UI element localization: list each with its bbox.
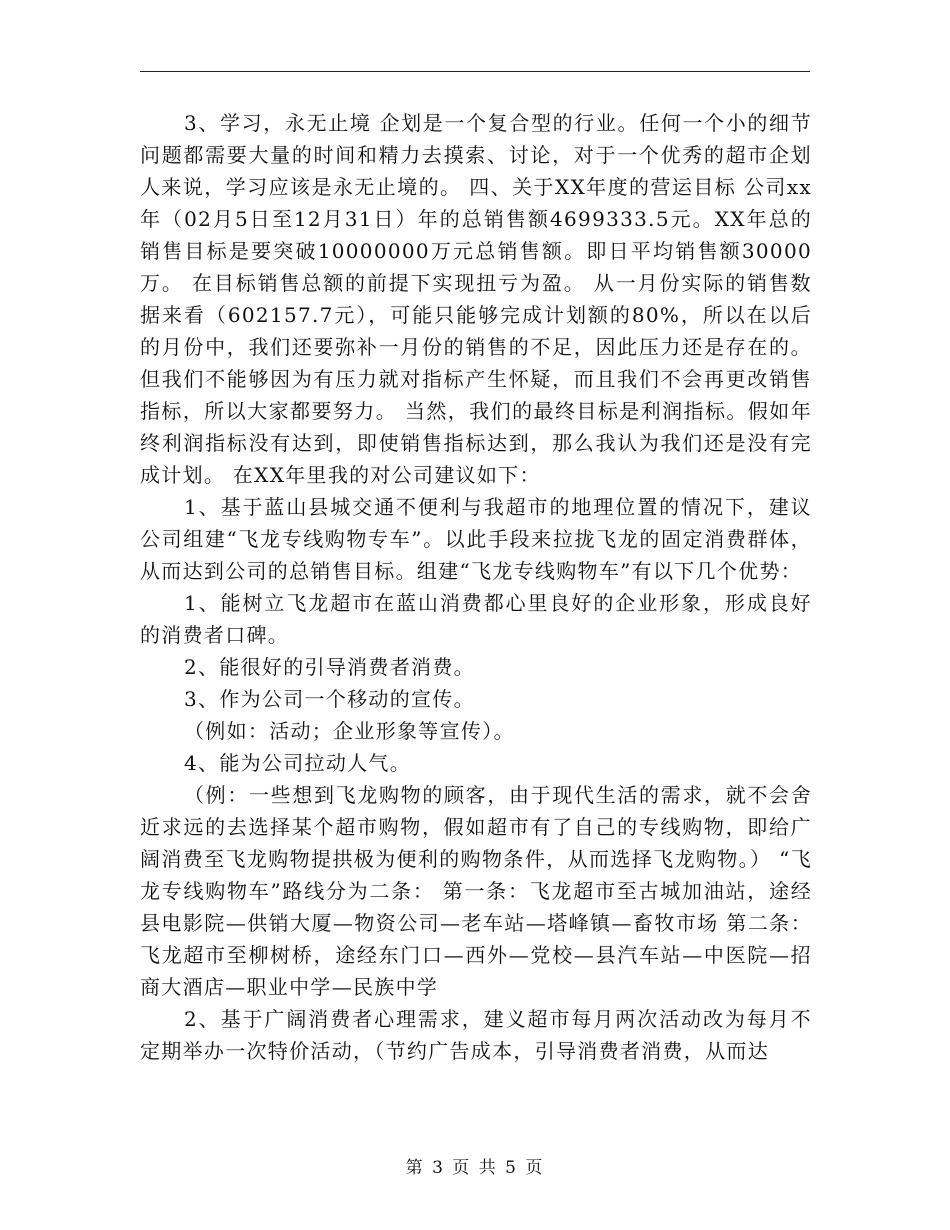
paragraph-routes: （例：一些想到飞龙购物的顾客，由于现代生活的需求，就不会舍近求远的去选择某个超市购物，假如超市有了自己的专线购物，即给广阔消费至飞龙购物提拱极为便利的购物条件，从而选择飞龙购物。） “飞龙专线购物车”路线分为二条： 第一条：飞龙超市至古城加油站，途经县电影院—供销大厦—物资公司—老车站—塔峰镇—畜牧市场 第二条：飞龙超市至柳树桥，途经东门口—西外—党校—县汽车站—中医院—招商大酒店—职业中学—民族中学: [140, 783, 812, 999]
paragraph-promotion-proposal: 2、基于广阔消费者心理需求，建义超市每月两次活动改为每月不定期举办一次特价活动，（节约广告成本，引导消费者消费，从而达: [140, 1007, 812, 1063]
paragraph-study-and-targets: 3、学习，永无止境 企划是一个复合型的行业。任何一个小的细节问题都需要大量的时间和精力去摸索、讨论，对于一个优秀的超市企划人来说，学习应该是永无止境的。 四、关于XX年度的营运目标 公司xx年（02月5日至12月31日）年的总销售额4699333.5元。XX年总的销售目标是要突破10000000万元总销售额。即日平均销售额30000万。 在目标销售总额的前提下实现扭亏为盈。 从一月份实际的销售数据来看（602157.7元），可能只能够完成计划额的80%，所以在以后的月份中，我们还要弥补一月份的销售的不足，因此压力还是存在的。但我们不能够因为有压力就对指标产生怀疑，而且我们不会再更改销售指标，所以大家都要努力。 当然，我们的最终目标是利润指标。假如年终利润指标没有达到，即使销售指标达到，那么我认为我们还是没有完成计划。 在XX年里我的对公司建议如下：: [140, 111, 812, 487]
paragraph-advantage-2: 2、能很好的引导消费者消费。: [184, 655, 475, 679]
paragraph-advantage-3-example: （例如：活动；企业形象等宣传）。: [184, 719, 515, 743]
page-number: 第 3 页 共 5 页: [405, 1158, 545, 1178]
paragraph-shuttle-proposal: 1、基于蓝山县城交通不便利与我超市的地理位置的情况下，建议公司组建“飞龙专线购物专车”。以此手段来拉拢飞龙的固定消费群体，从而达到公司的总销售目标。组建“飞龙专线购物车”有以下几个优势：: [140, 495, 812, 583]
paragraph-advantage-3: 3、作为公司一个移动的宣传。: [184, 687, 475, 711]
document-body: [140, 107, 812, 1067]
paragraph-advantage-1: 1、能树立飞龙超市在蓝山消费都心里良好的企业形象，形成良好的消费者口碑。: [140, 591, 812, 647]
paragraph-advantage-4: 4、能为公司拉动人气。: [184, 751, 412, 775]
header-rule: [140, 71, 810, 72]
